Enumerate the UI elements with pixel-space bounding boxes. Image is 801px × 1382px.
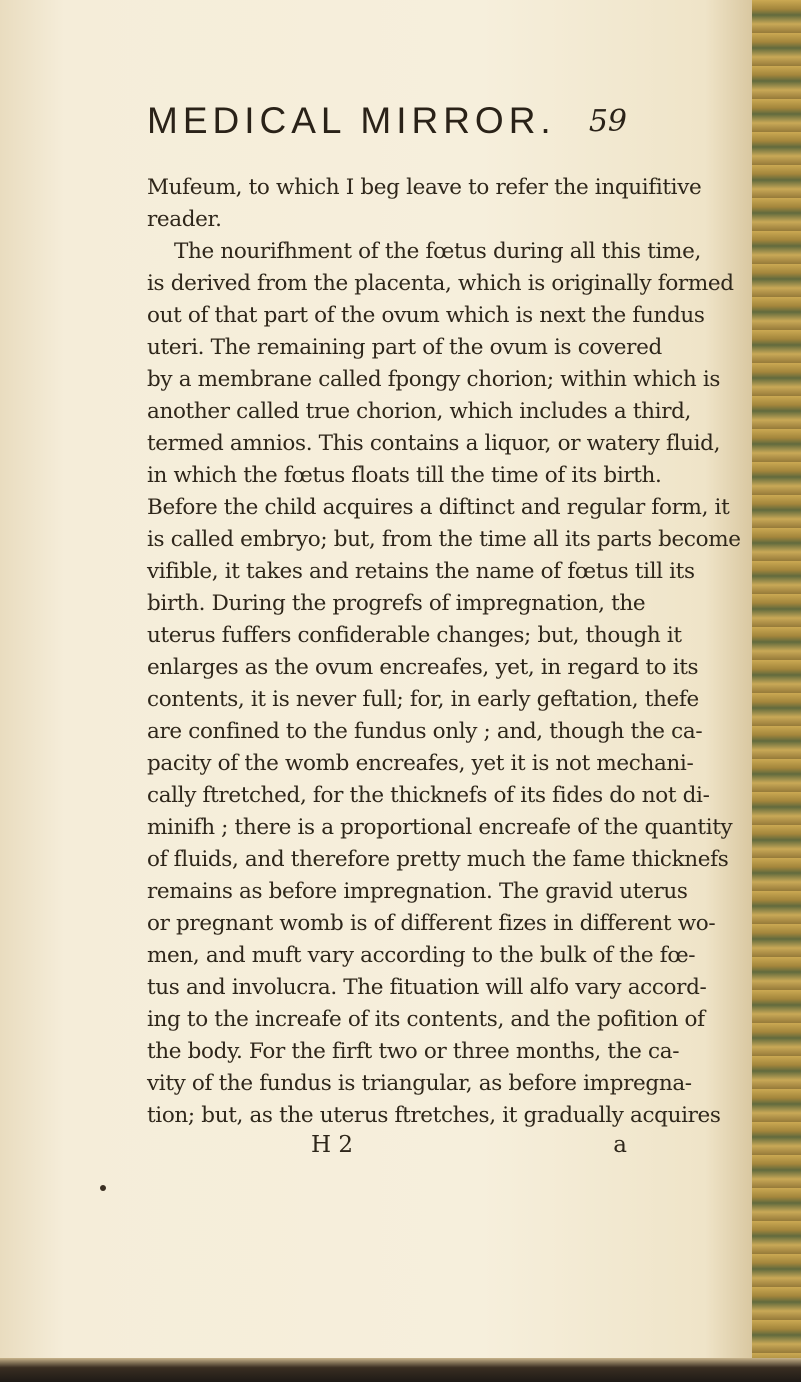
text-line: the body. For the firft two or three months, the ca- <box>147 1039 680 1064</box>
text-line: uterus fuffers confiderable changes; but, though it <box>147 623 682 648</box>
text-line: uteri. The remaining part of the ovum is covered <box>147 335 662 360</box>
text-line: termed amnios. This contains a liquor, or watery fluid, <box>147 431 721 456</box>
margin-dot <box>100 1185 106 1191</box>
text-line: pacity of the womb encreafes, yet it is not mechani- <box>147 751 694 776</box>
text-line: men, and muft vary according to the bulk of the fœ- <box>147 943 696 968</box>
signature-mark: H 2 <box>311 1132 354 1158</box>
text-line: is derived from the placenta, which is originally formed <box>147 271 734 296</box>
text-line: tion; but, as the uterus ftretches, it gradually acquires <box>147 1103 721 1128</box>
text-line: birth. During the progrefs of impregnation, the <box>147 591 646 616</box>
text-line: remains as before impregnation. The gravid uterus <box>147 879 688 904</box>
text-line: is called embryo; but, from the time all its parts become <box>147 527 741 552</box>
text-line: vity of the fundus is triangular, as before impregna- <box>147 1071 692 1096</box>
text-line: Mufeum, to which I beg leave to refer the inquifitive <box>147 175 702 200</box>
text-line: cally ftretched, for the thicknefs of its fides do not di- <box>147 783 710 808</box>
text-line: out of that part of the ovum which is next the fundus <box>147 303 705 328</box>
text-line: enlarges as the ovum encreafes, yet, in regard to its <box>147 655 699 680</box>
catchword: a <box>613 1132 627 1158</box>
page-number: 59 <box>588 104 627 139</box>
text-line: contents, it is never full; for, in early geftation, thefe <box>147 687 699 712</box>
text-line: in which the fœtus floats till the time of its birth. <box>147 463 662 488</box>
text-line: of fluids, and therefore pretty much the fame thicknefs <box>147 847 729 872</box>
text-line: or pregnant womb is of different fizes in different wo- <box>147 911 716 936</box>
text-line: tus and involucra. The fituation will alfo vary accord- <box>147 975 707 1000</box>
text-line: minifh ; there is a proportional encreafe of the quantity <box>147 815 733 840</box>
text-line: ing to the increafe of its contents, and the pofition of <box>147 1007 705 1032</box>
text-line: The nourifhment of the fœtus during all this time, <box>174 239 701 264</box>
text-line: another called true chorion, which includes a third, <box>147 399 692 424</box>
running-title: MEDICAL MIRROR. <box>147 100 556 141</box>
text-line: Before the child acquires a diftinct and regular form, it <box>147 495 730 520</box>
text-line: reader. <box>147 207 222 232</box>
text-line: vifible, it takes and retains the name of fœtus till its <box>147 559 695 584</box>
page-footer <box>147 1132 627 1164</box>
text-line: are confined to the fundus only ; and, though the ca- <box>147 719 703 744</box>
text-line: by a membrane called fpongy chorion; within which is <box>147 367 721 392</box>
